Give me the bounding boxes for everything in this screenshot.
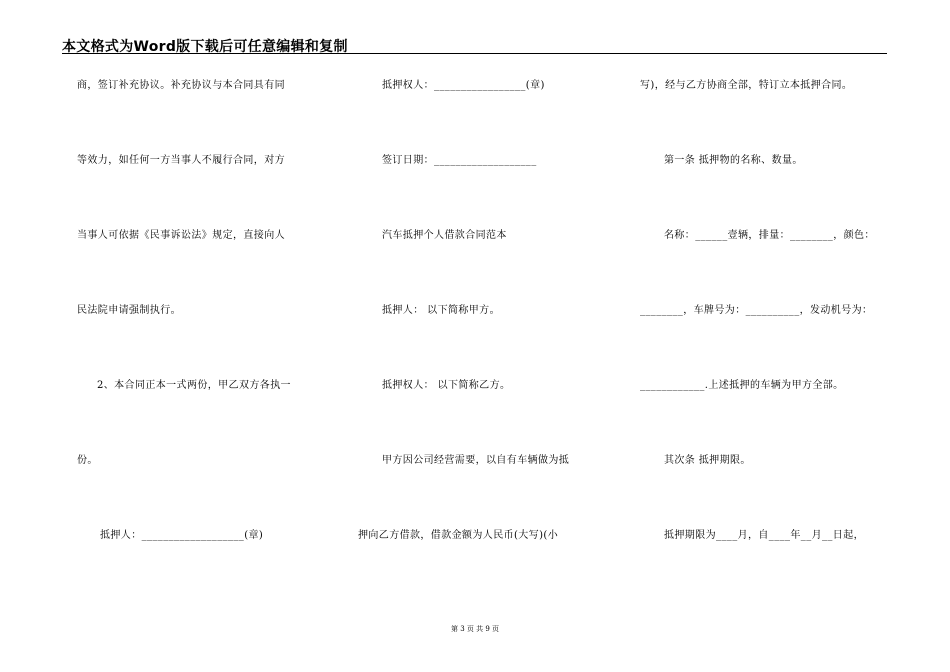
col1-line-4: 民法院申请强制执行。 (77, 305, 181, 316)
col3-line-2: 第一条 抵押物的名称、数量。 (664, 155, 803, 166)
col2-line-6: 甲方因公司经营需要，以自有车辆做为抵 (382, 455, 570, 466)
col2-line-4: 抵押人： 以下简称甲方。 (382, 305, 500, 316)
col2-line-1: 抵押权人：_________________(章) (382, 80, 545, 91)
col1-line-5: 2、本合同正本一式两份，甲乙双方各执一 (97, 380, 291, 391)
col2-line-5: 抵押权人： 以下简称乙方。 (382, 380, 511, 391)
col1-line-1: 商，签订补充协议。补充协议与本合同具有同 (77, 80, 285, 91)
document-header-title: 本文格式为Word版下载后可任意编辑和复制 (62, 39, 348, 55)
col3-line-7: 抵押期限为____月，自____年__月__日起， (664, 530, 864, 541)
col3-line-3: 名称：______壹辆，排量：________，颜色： (664, 230, 875, 241)
col1-line-3: 当事人可依据《民事诉讼法》规定，直接向人 (77, 230, 285, 241)
col3-line-4: ________，车牌号为：__________，发动机号为： (640, 305, 873, 316)
col1-line-7: 抵押人：___________________(章) (100, 530, 264, 541)
col2-line-7: 押向乙方借款，借款金额为人民币(大写)(小 (358, 530, 559, 541)
col1-line-2: 等效力，如任何一方当事人不履行合同，对方 (77, 155, 285, 166)
col3-line-1: 写)，经与乙方协商全部，特订立本抵押合同。 (640, 80, 853, 91)
col3-line-6: 其次条 抵押期限。 (664, 455, 751, 466)
col1-line-6: 份。 (77, 455, 98, 466)
page-number: 第 3 页 共 9 页 (450, 625, 500, 633)
col3-line-5: ____________.上述抵押的车辆为甲方全部。 (640, 380, 844, 391)
col2-line-3: 汽车抵押个人借款合同范本 (382, 230, 507, 241)
col2-line-2: 签订日期：___________________ (382, 155, 537, 166)
header-divider (62, 53, 887, 54)
